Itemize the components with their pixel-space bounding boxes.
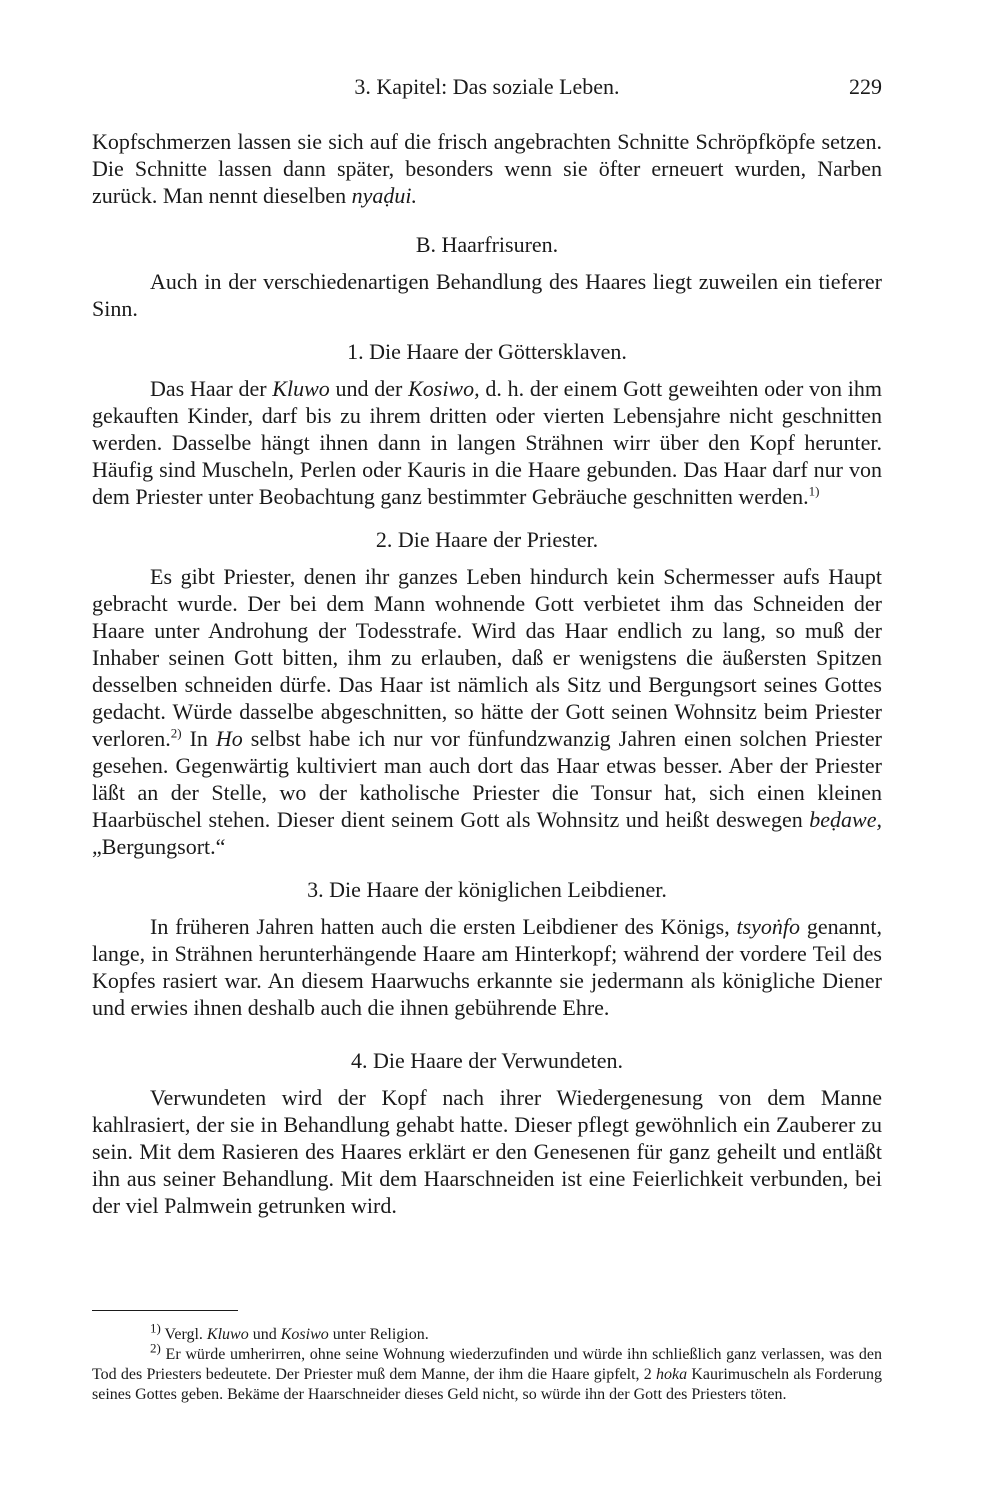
term: Ho [215, 726, 243, 751]
paragraph: In früheren Jahren hatten auch die ersten Leibdiener des Königs, tsyoṅfo genannt, lange, in Strähnen herunterhängende Haare am Hinterkopf; während der vordere Teil des Kopfes rasiert war. An diesem Haarwuchs erkannte sie jedermann als königliche Diener und erwies ihnen deshalb auch die ihnen gebührende Ehre. [92, 914, 882, 1020]
page-number: 229 [849, 74, 882, 99]
term: beḍawe, [809, 807, 882, 832]
footnote-ref: 1) [808, 483, 820, 499]
page-header [92, 74, 882, 104]
footnote-divider [92, 1310, 238, 1311]
subsection-heading: 3. Die Haare der königlichen Leibdiener. [307, 877, 667, 902]
term: Kosiwo, [408, 376, 480, 401]
footnote-mark: 1) [150, 1320, 161, 1336]
subsection-heading: 1. Die Haare der Göttersklaven. [347, 339, 627, 364]
term: tsyoṅfo [736, 914, 801, 939]
paragraph: Kopfschmerzen lassen sie sich auf die frisch angebrachten Schnitte Schröpfköpfe setzen. Die Schnitte lassen dann später, besonders wenn sie öfter erneuert wurden, Narben zurück. Man nennt dieselben nyaḍui. [92, 129, 882, 208]
term: hoka [656, 1366, 688, 1383]
subsection-heading: 2. Die Haare der Priester. [375, 527, 599, 552]
term: nyaḍui. [351, 183, 418, 208]
footnote: $^{1)}$ Vergl. Kluwo und Kosiwo unter Religion. [150, 1320, 429, 1343]
term: Kosiwo [280, 1326, 329, 1343]
paragraph: Auch in der verschiedenartigen Behandlung des Haares liegt zuweilen ein tieferer Sinn. [92, 269, 882, 321]
term: Kluwo [206, 1326, 249, 1343]
section-heading: B. Haarfrisuren. [415, 232, 559, 257]
paragraph: Es gibt Priester, denen ihr ganzes Leben hindurch kein Schermesser aufs Haupt gebracht wurde. Der bei dem Mann wohnende Gott verbietet ihm das Schneiden der Haare unter Androhung der Todesstrafe. Wird das Haar endlich zu lang, so muß der Inhaber seinen Gott bitten, ihm zu erlauben, daß er wenigstens die äußersten Spitzen desselben schneiden dürfe. Das Haar ist nämlich als Sitz und Bergungsort seines Gottes gedacht. Würde dasselbe abgeschnitten, so hätte der Gott seinen Wohnsitz beim Priester verloren.$^{2)}$ In Ho selbst habe ich nur vor fünfundzwanzig Jahren einen solchen Priester gesehen. Gegenwärtig kultiviert man auch dort das Haar etwas besser. Aber der Priester läßt an der Stelle, wo der katholische Priester die Tonsur hat, sich einen kleinen Haarbüschel stehen. Dieser dient seinem Gott als Wohnsitz und heißt deswegen beḍawe, „Bergungsort.“ [92, 564, 883, 859]
footnote: $^{2)}$ Er würde umherirren, ohne seine Wohnung wiederzufinden und würde ihn schließlich ganz verlassen, was den Tod des Priesters bedeutete. Der Priester muß dem Manne, der ihm die Haare gipfelt, 2 hoka Kaurimuscheln als Forderung seines Gottes geben. Bekäme der Haarschneider dieses Geld nicht, so würde ihn der Gott des Priesters töten. [92, 1340, 882, 1403]
running-title: 3. Kapitel: Das soziale Leben. [354, 74, 620, 99]
footnote-mark: 2) [150, 1340, 161, 1356]
paragraph: Das Haar der Kluwo und der Kosiwo, d. h. der einem Gott geweihten oder von ihm gekauften Kinder, darf bis zu ihrem dritten oder vierten Lebensjahre nicht geschnitten werden. Dasselbe hängt ihnen dann in langen Strähnen wirr über den Kopf herunter. Häufig sind Muscheln, Perlen oder Kauris in die Haare gebunden. Das Haar darf nur von dem Priester unter Beobachtung ganz bestimmter Gebräuche geschnitten werden.$^{1)}$ [92, 376, 882, 509]
subsection-heading: 4. Die Haare der Verwundeten. [350, 1048, 624, 1073]
footnotes [92, 1310, 882, 1405]
paragraph: Verwundeten wird der Kopf nach ihrer Wiedergenesung von dem Manne kahlrasiert, der sie in Behandlung gehabt hatte. Dieser pflegt gewöhnlich ein Zauberer zu sein. Mit dem Rasieren des Haares erklärt er den Genesenen für ganz geheilt und entläßt ihn aus seiner Behandlung. Mit dem Haarschneiden ist eine Feierlichkeit verbunden, bei der viel Palmwein getrunken wird. [92, 1085, 882, 1218]
term: Kluwo [272, 376, 330, 401]
footnote-ref: 2) [170, 725, 182, 741]
main-text [92, 128, 882, 1219]
